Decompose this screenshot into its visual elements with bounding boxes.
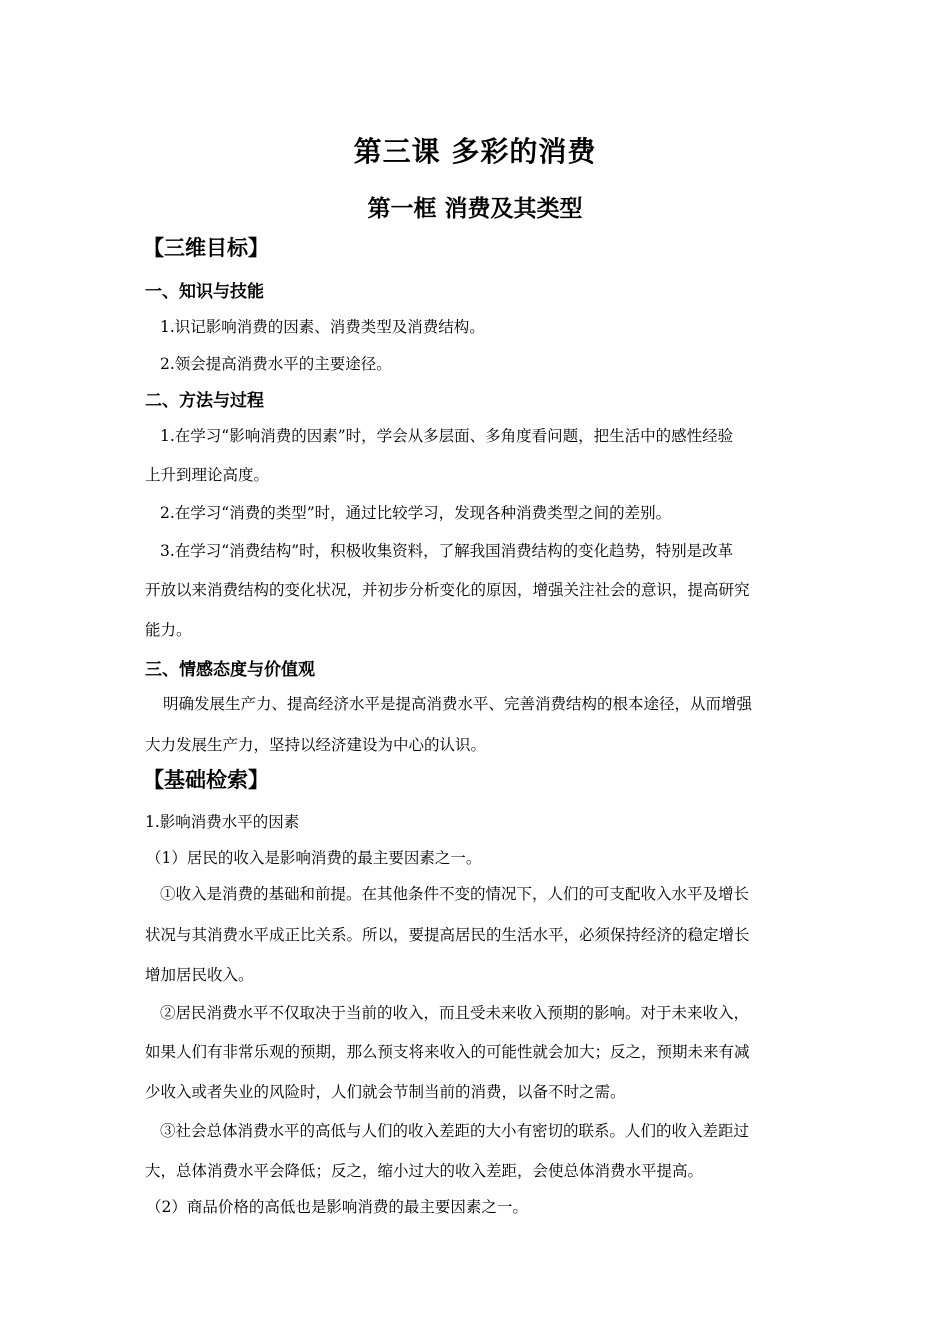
- paragraph-line: 2.领会提高消费水平的主要途径。: [160, 355, 392, 373]
- paragraph-line: 如果人们有非常乐观的预期，那么预支将来收入的可能性就会加大；反之，预期未来有减: [145, 1043, 750, 1061]
- paragraph-line: 明确发展生产力、提高经济水平是提高消费水平、完善消费结构的根本途径，从而增强: [163, 695, 753, 713]
- paragraph-line: 1.识记影响消费的因素、消费类型及消费结构。: [160, 318, 485, 336]
- heading-emotion: 三、情感态度与价值观: [145, 660, 315, 680]
- section-subtitle: 第一框 消费及其类型: [367, 196, 583, 222]
- paragraph-line: ①收入是消费的基础和前提。在其他条件不变的情况下，人们的可支配收入水平及增长: [160, 885, 750, 903]
- paragraph-line: 3.在学习“消费结构”时，积极收集资料，了解我国消费结构的变化趋势，特别是改革: [160, 542, 734, 560]
- paragraph-line: 大力发展生产力，坚持以经济建设为中心的认识。: [145, 736, 487, 754]
- paragraph-line: 1.影响消费水平的因素: [145, 813, 300, 831]
- paragraph-line: 少收入或者失业的风险时，人们就会节制当前的消费，以备不时之需。: [145, 1083, 626, 1101]
- paragraph-line: 增加居民收入。: [145, 966, 254, 984]
- lesson-title: 第三课 多彩的消费: [353, 135, 597, 168]
- paragraph-line: 1.在学习“影响消费的因素”时，学会从多层面、多角度看问题，把生活中的感性经验: [160, 427, 734, 445]
- heading-goals: 【三维目标】: [143, 236, 269, 260]
- paragraph-line: ③社会总体消费水平的高低与人们的收入差距的大小有密切的联系。人们的收入差距过: [160, 1122, 750, 1140]
- heading-basics: 【基础检索】: [143, 768, 269, 792]
- paragraph-line: 状况与其消费水平成正比关系。所以，要提高居民的生活水平，必须保持经济的稳定增长: [145, 926, 750, 944]
- heading-knowledge: 一、知识与技能: [145, 282, 264, 302]
- paragraph-line: 上升到理论高度。: [145, 466, 270, 484]
- paragraph-line: （2）商品价格的高低也是影响消费的最主要因素之一。: [146, 1198, 528, 1216]
- paragraph-line: 能力。: [145, 621, 192, 639]
- paragraph-line: 2.在学习“消费的类型”时，通过比较学习，发现各种消费类型之间的差别。: [160, 504, 672, 522]
- paragraph-line: 开放以来消费结构的变化状况，并初步分析变化的原因，增强关注社会的意识，提高研究: [145, 581, 750, 599]
- heading-method: 二、方法与过程: [145, 391, 264, 411]
- paragraph-line: （1）居民的收入是影响消费的最主要因素之一。: [146, 849, 482, 867]
- paragraph-line: ②居民消费水平不仅取决于当前的收入，而且受未来收入预期的影响。对于未来收入，: [160, 1004, 750, 1022]
- paragraph-line: 大，总体消费水平会降低；反之，缩小过大的收入差距，会使总体消费水平提高。: [145, 1162, 704, 1180]
